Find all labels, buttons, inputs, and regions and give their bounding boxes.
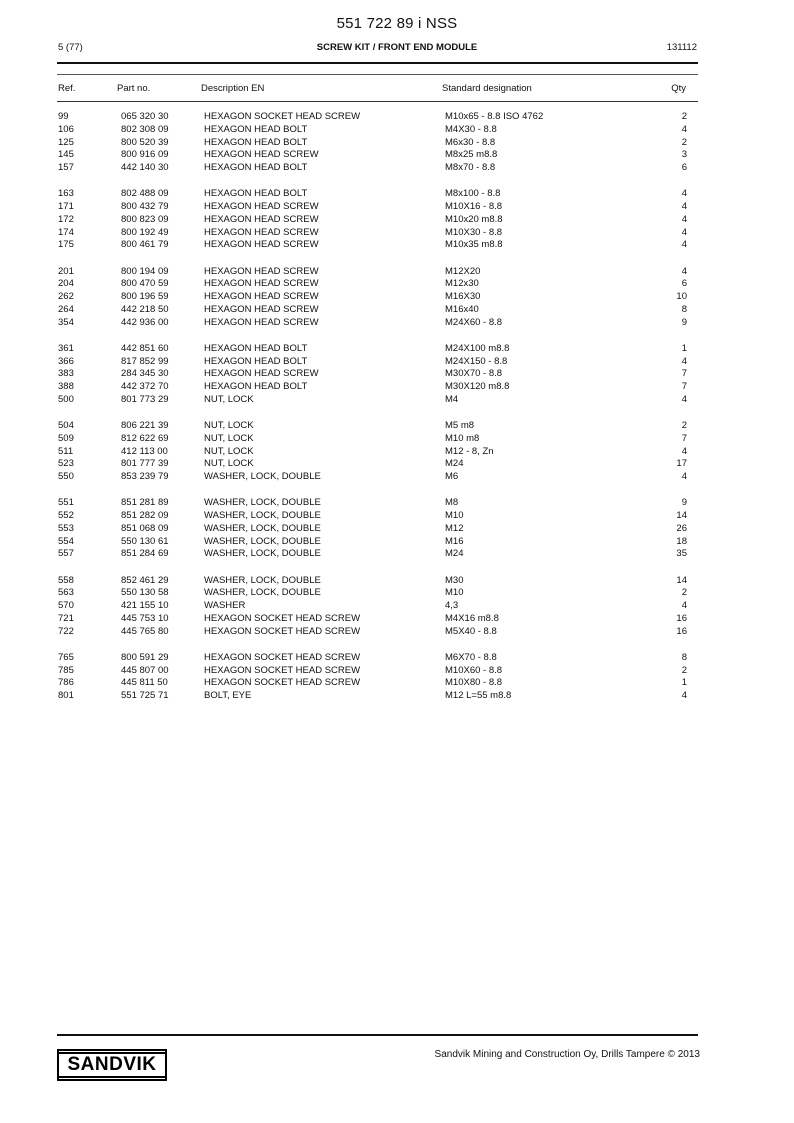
document-date: 131112 [666,42,697,53]
description-cell: NUT, LOCK [204,445,254,457]
table-row [0,548,794,561]
table-row [0,124,794,137]
table-row [0,188,794,201]
ref-cell: 262 [58,291,74,303]
ref-cell: 157 [58,162,74,174]
qty-cell: 4 [681,265,687,277]
column-header-ref: Ref. [58,83,76,94]
standard-cell: M8x70 - 8.8 [445,162,496,174]
table-header [0,83,794,95]
part-no-cell: 800 520 39 [121,136,169,148]
table-row [0,317,794,330]
part-no-cell: 442 372 70 [121,381,169,393]
copyright-text: Sandvik Mining and Construction Oy, Drills Tampere © 2013 [434,1049,700,1060]
ref-cell: 552 [58,510,74,522]
part-no-cell: 800 432 79 [121,201,169,213]
ref-cell: 801 [58,690,74,702]
qty-cell: 16 [676,625,687,637]
standard-cell: M12x30 [445,278,479,290]
row-group [0,111,794,175]
description-cell: NUT, LOCK [204,458,254,470]
table-row [0,368,794,381]
qty-cell: 1 [681,677,687,689]
part-no-cell: 445 765 80 [121,625,169,637]
part-no-cell: 442 218 50 [121,303,169,315]
ref-cell: 722 [58,625,74,637]
part-no-cell: 851 284 69 [121,548,169,560]
standard-cell: M10X60 - 8.8 [445,664,503,676]
qty-cell: 3 [681,149,687,161]
table-row [0,652,794,665]
description-cell: HEXAGON SOCKET HEAD SCREW [204,612,361,624]
row-group [0,497,794,561]
qty-cell: 7 [681,432,687,444]
parts-table-body [0,111,794,729]
part-no-cell: 853 239 79 [121,471,169,483]
description-cell: HEXAGON HEAD SCREW [204,201,319,213]
table-row [0,201,794,214]
ref-cell: 174 [58,226,74,238]
standard-cell: M30 [445,574,464,586]
ref-cell: 558 [58,574,74,586]
qty-cell: 18 [676,535,687,547]
qty-cell: 17 [676,458,687,470]
description-cell: WASHER, LOCK, DOUBLE [204,548,321,560]
qty-cell: 4 [681,239,687,251]
table-row [0,420,794,433]
qty-cell: 2 [681,664,687,676]
standard-cell: M10 [445,510,464,522]
standard-cell: M24X100 m8.8 [445,342,510,354]
row-group [0,652,794,716]
logo-text: SANDVIK [59,1052,165,1078]
part-no-cell: 801 777 39 [121,458,169,470]
standard-cell: M10x65 - 8.8 ISO 4762 [445,111,544,122]
column-header-qty: Qty [671,83,686,94]
table-row [0,471,794,484]
standard-cell: M5X40 - 8.8 [445,625,497,637]
standard-cell: M24X150 - 8.8 [445,355,508,367]
standard-cell: M8x100 - 8.8 [445,188,501,200]
ref-cell: 125 [58,136,74,148]
description-cell: WASHER, LOCK, DOUBLE [204,574,321,586]
standard-cell: M6x30 - 8.8 [445,136,496,148]
description-cell: HEXAGON HEAD SCREW [204,226,319,238]
table-row [0,394,794,407]
qty-cell: 9 [681,497,687,509]
table-row [0,111,794,124]
table-row [0,446,794,459]
table-row [0,343,794,356]
table-row [0,214,794,227]
part-no-cell: 851 281 89 [121,497,169,509]
table-row [0,613,794,626]
header-top-rule [57,74,698,75]
ref-cell: 264 [58,303,74,315]
qty-cell: 26 [676,522,687,534]
description-cell: HEXAGON SOCKET HEAD SCREW [204,651,361,663]
part-no-cell: 445 811 50 [121,677,168,689]
description-cell: WASHER, LOCK, DOUBLE [204,510,321,522]
ref-cell: 511 [58,445,74,457]
description-cell: BOLT, EYE [204,690,252,702]
ref-cell: 550 [58,471,74,483]
ref-cell: 145 [58,149,74,161]
ref-cell: 383 [58,368,74,380]
description-cell: NUT, LOCK [204,393,254,405]
standard-cell: M30X70 - 8.8 [445,368,503,380]
ref-cell: 175 [58,239,74,251]
row-group [0,575,794,639]
ref-cell: 204 [58,278,74,290]
table-row [0,600,794,613]
table-row [0,690,794,703]
standard-cell: M10 [445,587,464,599]
description-cell: NUT, LOCK [204,432,254,444]
part-no-cell: 801 773 29 [121,393,169,405]
part-no-cell: 806 221 39 [121,420,169,431]
table-row [0,587,794,600]
part-no-cell: 445 753 10 [121,612,169,624]
description-cell: HEXAGON HEAD BOLT [204,123,308,135]
standard-cell: M12 L=55 m8.8 [445,690,512,702]
description-cell: HEXAGON SOCKET HEAD SCREW [204,664,361,676]
ref-cell: 171 [58,201,74,213]
table-row [0,523,794,536]
table-row [0,458,794,471]
description-cell: HEXAGON HEAD SCREW [204,316,319,328]
row-group [0,420,794,484]
description-cell: HEXAGON HEAD SCREW [204,213,319,225]
part-no-cell: 551 725 71 [121,690,169,702]
column-header-part-no: Part no. [117,83,151,94]
part-no-cell: 442 936 00 [121,316,169,328]
ref-cell: 500 [58,393,74,405]
standard-cell: M16x40 [445,303,479,315]
ref-cell: 366 [58,355,74,367]
qty-cell: 4 [681,690,687,702]
qty-cell: 4 [681,355,687,367]
part-no-cell: 445 807 00 [121,664,169,676]
description-cell: HEXAGON HEAD SCREW [204,265,319,277]
table-row [0,665,794,678]
part-no-cell: 817 852 99 [121,355,169,367]
qty-cell: 4 [681,471,687,483]
row-group [0,188,794,252]
standard-cell: M10x20 m8.8 [445,213,503,225]
table-row [0,497,794,510]
description-cell: HEXAGON HEAD SCREW [204,278,319,290]
table-row [0,536,794,549]
standard-cell: M10X16 - 8.8 [445,201,503,213]
standard-cell: M16X30 [445,291,481,303]
qty-cell: 6 [681,278,687,290]
table-row [0,626,794,639]
description-cell: WASHER, LOCK, DOUBLE [204,497,321,509]
description-cell: HEXAGON HEAD BOLT [204,342,308,354]
row-group [0,343,794,407]
qty-cell: 4 [681,188,687,200]
qty-cell: 1 [681,342,687,354]
qty-cell: 2 [681,136,687,148]
part-no-cell: 800 470 59 [121,278,169,290]
ref-cell: 504 [58,420,74,431]
description-cell: HEXAGON SOCKET HEAD SCREW [204,625,361,637]
standard-cell: M10x35 m8.8 [445,239,503,251]
qty-cell: 4 [681,445,687,457]
column-header-description: Description EN [201,83,265,94]
qty-cell: 4 [681,393,687,405]
table-row [0,162,794,175]
standard-cell: 4,3 [445,600,459,612]
qty-cell: 14 [676,574,687,586]
standard-cell: M4 [445,393,459,405]
qty-cell: 8 [681,651,687,663]
ref-cell: 361 [58,342,74,354]
qty-cell: 4 [681,213,687,225]
part-no-cell: 800 192 49 [121,226,169,238]
description-cell: WASHER, LOCK, DOUBLE [204,535,321,547]
qty-cell: 7 [681,368,687,380]
ref-cell: 172 [58,213,74,225]
table-row [0,291,794,304]
part-no-cell: 800 194 09 [121,265,169,277]
description-cell: HEXAGON SOCKET HEAD SCREW [204,677,361,689]
part-no-cell: 851 282 09 [121,510,169,522]
qty-cell: 14 [676,510,687,522]
part-no-cell: 442 140 30 [121,162,169,174]
ref-cell: 557 [58,548,74,560]
qty-cell: 35 [676,548,687,560]
table-row [0,433,794,446]
part-no-cell: 065 320 30 [121,111,169,122]
ref-cell: 201 [58,265,74,277]
qty-cell: 8 [681,303,687,315]
table-row [0,137,794,150]
description-cell: NUT, LOCK [204,420,254,431]
standard-cell: M24 [445,458,464,470]
description-cell: WASHER [204,600,246,612]
header-bottom-rule [57,101,698,102]
description-cell: HEXAGON HEAD BOLT [204,188,308,200]
ref-cell: 551 [58,497,74,509]
ref-cell: 570 [58,600,74,612]
description-cell: HEXAGON HEAD SCREW [204,291,319,303]
top-rule [57,62,698,64]
ref-cell: 106 [58,123,74,135]
standard-cell: M12 - 8, Zn [445,445,494,457]
ref-cell: 163 [58,188,74,200]
qty-cell: 7 [681,381,687,393]
standard-cell: M16 [445,535,464,547]
page-number: 5 (77) [58,42,83,53]
ref-cell: 354 [58,316,74,328]
standard-cell: M10X80 - 8.8 [445,677,503,689]
standard-cell: M10 m8 [445,432,480,444]
standard-cell: M10X30 - 8.8 [445,226,503,238]
part-no-cell: 442 851 60 [121,342,169,354]
ref-cell: 523 [58,458,74,470]
description-cell: HEXAGON HEAD SCREW [204,303,319,315]
document-title: SCREW KIT / FRONT END MODULE [316,42,478,53]
description-cell: HEXAGON HEAD SCREW [204,239,319,251]
qty-cell: 4 [681,600,687,612]
table-row [0,266,794,279]
part-no-cell: 800 196 59 [121,291,169,303]
qty-cell: 2 [681,587,687,599]
description-cell: WASHER, LOCK, DOUBLE [204,522,321,534]
standard-cell: M24X60 - 8.8 [445,316,503,328]
sandvik-logo [57,1049,167,1081]
part-no-cell: 812 622 69 [121,432,169,444]
qty-cell: 2 [681,420,687,431]
part-no-cell: 550 130 61 [121,535,169,547]
qty-cell: 2 [681,111,687,122]
part-no-cell: 421 155 10 [121,600,169,612]
doc-number: 551 722 89 i NSS [336,15,458,32]
part-no-cell: 800 461 79 [121,239,169,251]
table-row [0,149,794,162]
description-cell: HEXAGON HEAD BOLT [204,162,308,174]
standard-cell: M5 m8 [445,420,475,431]
ref-cell: 786 [58,677,74,689]
standard-cell: M8x25 m8.8 [445,149,498,161]
part-no-cell: 802 308 09 [121,123,169,135]
description-cell: HEXAGON HEAD BOLT [204,136,308,148]
part-no-cell: 852 461 29 [121,574,169,586]
qty-cell: 4 [681,226,687,238]
table-row [0,356,794,369]
qty-cell: 16 [676,612,687,624]
part-no-cell: 851 068 09 [121,522,169,534]
description-cell: HEXAGON HEAD BOLT [204,355,308,367]
column-header-standard: Standard designation [442,83,532,94]
qty-cell: 6 [681,162,687,174]
ref-cell: 563 [58,587,74,599]
table-row [0,510,794,523]
part-no-cell: 802 488 09 [121,188,169,200]
ref-cell: 99 [58,111,69,122]
qty-cell: 9 [681,316,687,328]
table-row [0,304,794,317]
table-row [0,575,794,588]
description-cell: HEXAGON HEAD BOLT [204,381,308,393]
standard-cell: M24 [445,548,464,560]
standard-cell: M4X16 m8.8 [445,612,499,624]
description-cell: HEXAGON HEAD SCREW [204,368,319,380]
part-no-cell: 550 130 58 [121,587,169,599]
table-row [0,381,794,394]
table-row [0,278,794,291]
qty-cell: 10 [676,291,687,303]
standard-cell: M30X120 m8.8 [445,381,510,393]
table-row [0,677,794,690]
standard-cell: M8 [445,497,459,509]
table-row [0,239,794,252]
table-row [0,227,794,240]
row-group [0,266,794,330]
part-no-cell: 412 113 00 [121,445,168,457]
ref-cell: 721 [58,612,74,624]
description-cell: HEXAGON HEAD SCREW [204,149,319,161]
standard-cell: M12 [445,522,464,534]
standard-cell: M6 [445,471,459,483]
description-cell: HEXAGON SOCKET HEAD SCREW [204,111,361,122]
description-cell: WASHER, LOCK, DOUBLE [204,471,321,483]
standard-cell: M6X70 - 8.8 [445,651,497,663]
ref-cell: 388 [58,381,74,393]
ref-cell: 785 [58,664,74,676]
part-no-cell: 800 916 09 [121,149,169,161]
standard-cell: M12X20 [445,265,481,277]
description-cell: WASHER, LOCK, DOUBLE [204,587,321,599]
qty-cell: 4 [681,123,687,135]
part-no-cell: 284 345 30 [121,368,169,380]
ref-cell: 765 [58,651,74,663]
ref-cell: 553 [58,522,74,534]
ref-cell: 509 [58,432,74,444]
standard-cell: M4X30 - 8.8 [445,123,497,135]
qty-cell: 4 [681,201,687,213]
footer-rule [57,1034,698,1036]
part-no-cell: 800 591 29 [121,651,169,663]
part-no-cell: 800 823 09 [121,213,169,225]
ref-cell: 554 [58,535,74,547]
